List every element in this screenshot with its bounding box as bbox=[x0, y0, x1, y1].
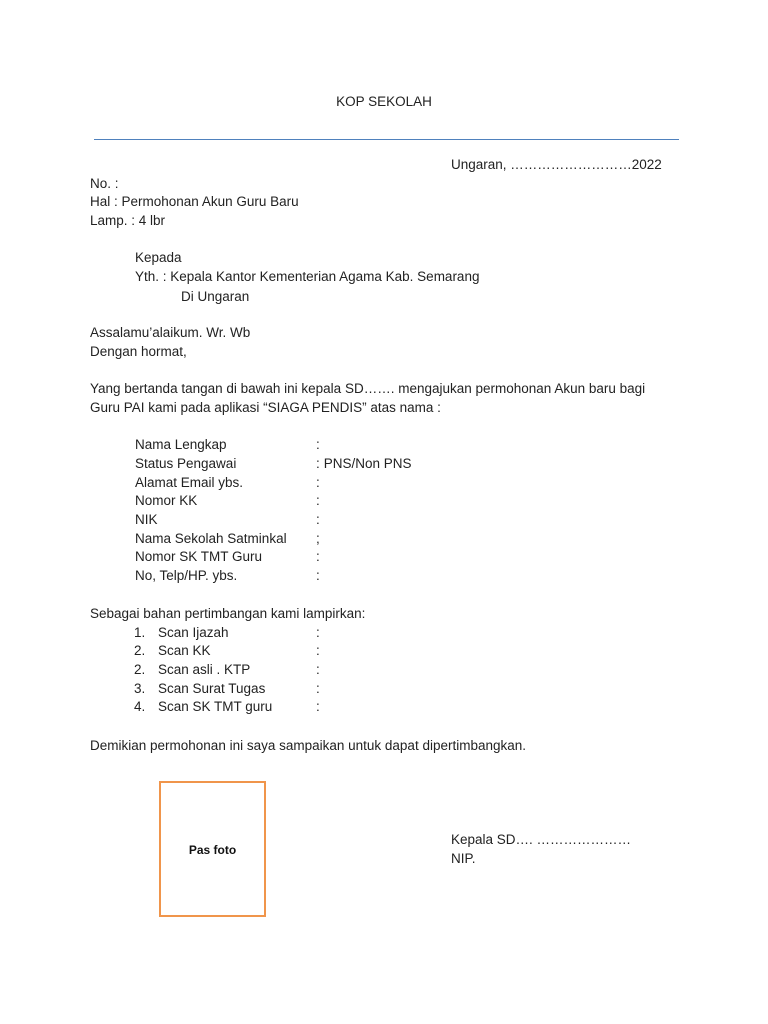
field-separator: : bbox=[316, 549, 320, 564]
greeting-salam: Assalamu’alaikum. Wr. Wb bbox=[90, 325, 251, 340]
field-label: Nomor KK bbox=[135, 493, 198, 508]
field-label: Nama Sekolah Satminkal bbox=[135, 531, 287, 546]
attachment-label: Scan Surat Tugas bbox=[158, 681, 266, 696]
field-label: Nomor SK TMT Guru bbox=[135, 549, 263, 564]
attachment-separator: : bbox=[316, 625, 320, 640]
letter-attachment-count: Lamp. : 4 lbr bbox=[90, 213, 166, 228]
attachment-number: 1. bbox=[134, 625, 146, 640]
field-label: Status Pengawai bbox=[135, 456, 237, 471]
attachment-number: 2. bbox=[134, 662, 146, 677]
field-label: Nama Lengkap bbox=[135, 437, 227, 452]
attachment-label: Scan Ijazah bbox=[158, 625, 229, 640]
field-label: NIK bbox=[135, 512, 158, 527]
closing-statement: Demikian permohonan ini saya sampaikan untuk dapat dipertimbangkan. bbox=[90, 738, 527, 753]
field-separator: : bbox=[316, 493, 320, 508]
attachment-separator: : bbox=[316, 699, 320, 714]
field-value: PNS/Non PNS bbox=[320, 456, 412, 471]
field-separator: : bbox=[316, 456, 320, 471]
signature-title: Kepala SD…. ………………… bbox=[451, 832, 632, 847]
place-date: Ungaran, ………………………2022 bbox=[451, 157, 662, 172]
attachment-number: 3. bbox=[134, 681, 146, 696]
letterhead-title: KOP SEKOLAH bbox=[336, 94, 432, 109]
attachment-label: Scan KK bbox=[158, 643, 211, 658]
attachments-intro: Sebagai bahan pertimbangan kami lampirkan: bbox=[90, 606, 366, 621]
photo-placeholder bbox=[159, 781, 266, 917]
attachment-separator: : bbox=[316, 643, 320, 658]
signature-nip: NIP. bbox=[451, 851, 476, 866]
letterhead-divider bbox=[94, 139, 679, 140]
attachment-label: Scan asli . KTP bbox=[158, 662, 251, 677]
field-separator: : bbox=[316, 512, 320, 527]
attachment-number: 2. bbox=[134, 643, 146, 658]
field-separator: : bbox=[316, 568, 320, 583]
field-separator: : bbox=[316, 475, 320, 490]
attachment-label: Scan SK TMT guru bbox=[158, 699, 273, 714]
addressee-location: Di Ungaran bbox=[181, 289, 250, 304]
field-separator: ; bbox=[316, 531, 320, 546]
intro-line-2: Guru PAI kami pada aplikasi “SIAGA PENDIS” atas nama : bbox=[90, 400, 441, 415]
field-label: No, Telp/HP. ybs. bbox=[135, 568, 238, 583]
field-separator: : bbox=[316, 437, 320, 452]
greeting-hormat: Dengan hormat, bbox=[90, 344, 187, 359]
photo-label: Pas foto bbox=[188, 843, 237, 857]
attachment-separator: : bbox=[316, 662, 320, 677]
addressee-kepada: Kepada bbox=[135, 250, 182, 265]
intro-line-1: Yang bertanda tangan di bawah ini kepala SD……. mengajukan permohonan Akun baru bagi bbox=[90, 381, 646, 396]
attachment-number: 4. bbox=[134, 699, 146, 714]
attachment-separator: : bbox=[316, 681, 320, 696]
field-label: Alamat Email ybs. bbox=[135, 475, 244, 490]
letter-subject: Hal : Permohonan Akun Guru Baru bbox=[90, 194, 299, 209]
letter-number: No. : bbox=[90, 176, 119, 191]
addressee-yth: Yth. : Kepala Kantor Kementerian Agama Kab. Semarang bbox=[135, 269, 480, 284]
